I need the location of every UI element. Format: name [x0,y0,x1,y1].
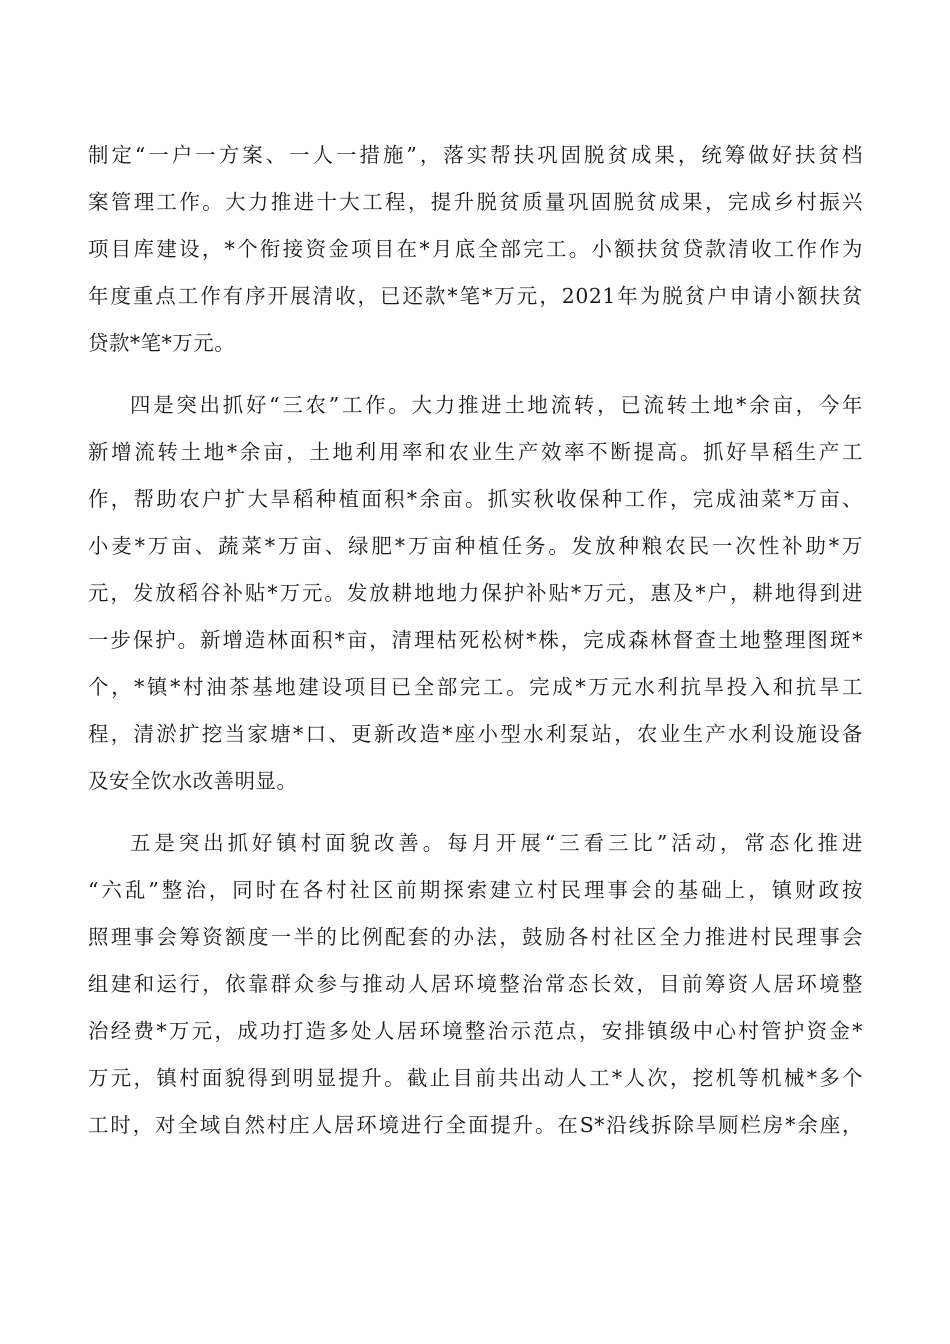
text-line: 案管理工作。大力推进十大工程，提升脱贫质量巩固脱贫成果，完成乡村振兴 [88,190,863,214]
text-line: 年度重点工作有序开展清收，已还款*笔*万元，2021年为脱贫户申请小额扶贫 [88,284,863,308]
text-line: 作，帮助农户扩大旱稻种植面积*余亩。抓实秋收保种工作，完成油菜*万亩、 [88,487,863,511]
text-line: 工时，对全域自然村庄人居环境进行全面提升。在S*沿线拆除旱厕栏房*余座， [88,1113,863,1137]
paragraph-1 [88,132,863,367]
document-body [88,132,863,1149]
text-line: 万元，镇村面貌得到明显提升。截止目前共出动人工*人次，挖机等机械*多个 [88,1066,863,1090]
text-line: 小麦*万亩、蔬菜*万亩、绿肥*万亩种植任务。发放种粮农民一次性补助*万 [88,534,863,558]
text-line: 项目库建设，*个衔接资金项目在*月底全部完工。小额扶贫贷款清收工作作为 [88,237,863,261]
text-line: 照理事会筹资额度一半的比例配套的办法，鼓励各村社区全力推进村民理事会 [88,925,863,949]
paragraph-spacer [88,805,863,820]
text-line: 组建和运行，依靠群众参与推动人居环境整治常态长效，目前筹资人居环境整 [88,972,863,996]
paragraph-spacer [88,367,863,382]
paragraph-2 [88,382,863,805]
text-line: 五是突出抓好镇村面貌改善。每月开展“三看三比”活动，常态化推进 [130,831,863,855]
text-line: 四是突出抓好“三农”工作。大力推进土地流转，已流转土地*余亩，今年 [130,393,863,417]
paragraph-3 [88,820,863,1149]
text-line: 贷款*笔*万元。 [88,331,236,355]
text-line: 治经费*万元，成功打造多处人居环境整治示范点，安排镇级中心村管护资金* [88,1019,863,1043]
text-line: 一步保护。新增造林面积*亩，清理枯死松树*株，完成森林督查土地整理图斑* [88,628,863,652]
text-line: 及安全饮水改善明显。 [88,769,298,793]
text-line: 个，*镇*村油茶基地建设项目已全部完工。完成*万元水利抗旱投入和抗旱工 [88,675,863,699]
text-line: 程，清淤扩挖当家塘*口、更新改造*座小型水利泵站，农业生产水利设施设备 [88,722,863,746]
text-line: 制定“一户一方案、一人一措施”，落实帮扶巩固脱贫成果，统筹做好扶贫档 [88,143,863,167]
text-line: 新增流转土地*余亩，土地利用率和农业生产效率不断提高。抓好旱稻生产工 [88,440,863,464]
text-line: “六乱”整治，同时在各村社区前期探索建立村民理事会的基础上，镇财政按 [88,878,863,902]
text-line: 元，发放稻谷补贴*万元。发放耕地地力保护补贴*万元，惠及*户，耕地得到进 [88,581,863,605]
